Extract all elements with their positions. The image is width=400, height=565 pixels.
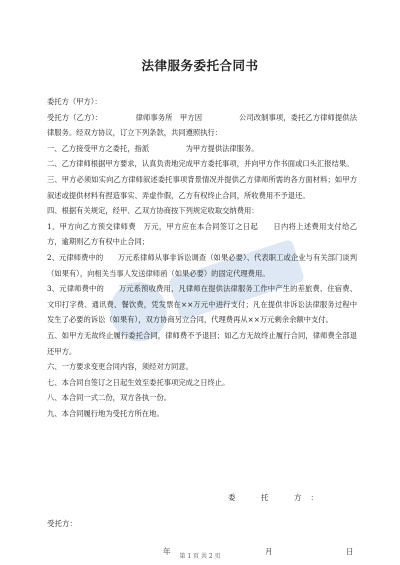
date-year: 年: [163, 547, 171, 556]
clause-2: 二、乙方律师根据甲方要求，认真负责地完成甲方委托事项，并向甲方作书面或口头汇报结果。: [47, 159, 354, 169]
clause-4: 四、根据有关规定，经甲、乙双方协商按下列规定收取交纳费用：: [47, 206, 259, 216]
client-signature-label: 委 托 方：: [228, 493, 327, 502]
page-footer: 第 1 页 共 2 页: [179, 553, 221, 560]
clause-9: 九、本合同履行地为受托方所在地。: [47, 408, 164, 418]
clause-6: 六、一方要求变更合同内容，须经对方同意。: [47, 362, 193, 372]
fee-item-2: 2、元律师费中的 万元系律师从事非诉讼调查（如果必要）、代表职工或企业与有关部门谈判（如果有），向相关当事人发送律师函（如果必要）的固定代理费用。: [47, 252, 357, 278]
client-line: 委托方（甲方）：: [47, 97, 102, 106]
date-day: 日: [346, 547, 354, 556]
clause-3: 三、甲方必须如实向乙方律师叙述委托事项背景情况并提供乙方律师所需的各方面材料；如甲方叙述或提供材料有捏造事实、弄虚作假，乙方有权终止合同，所收费用不予退还。: [47, 174, 357, 200]
clause-8: 八、本合同一式二份，双方各执一份。: [47, 393, 172, 403]
fee-item-3: 3、元律师费中的 万元系预收费用，凡律师在提供法律服务工作中产生的差旅费、住宿费、文印打字费、通讯费、餐饮费，凭发票在××万元中进行支付；凡在提供非诉讼法律服务过程中发生了必要的诉讼（如果有），双方协商另立合同，代理费再从××万元剩余余额中支付。: [47, 284, 357, 325]
trustee-signature-label: 受托方：: [47, 519, 77, 528]
clause-5: 五、如甲方无故终止履行委托合同，律师费不予退回；如乙方无故终止履行合同，律师费全部退还甲方。: [47, 330, 357, 356]
clause-7: 七、本合同自签订之日起生效至委托事项完成之日终止。: [47, 377, 230, 387]
document-title: 法律服务委托合同书: [141, 58, 259, 73]
trustee-line: 受托方（乙方）： 律师事务所 甲方因 公司改制事项，委托乙方律师提供法律服务。经双方协议，订立下列条款，共同遵照执行：: [47, 112, 357, 138]
fee-item-1: 1、甲方向乙方预交律师费 万元，甲方应在本合同签订之日起 日内将上述费用支付给乙方，逾期则乙方有权中止合同；: [47, 221, 357, 247]
contract-body: [47, 94, 357, 421]
date-month: 月: [265, 547, 273, 556]
clause-1: 一、乙方接受甲方之委托，指派 为甲方提供法律服务。: [47, 143, 259, 153]
